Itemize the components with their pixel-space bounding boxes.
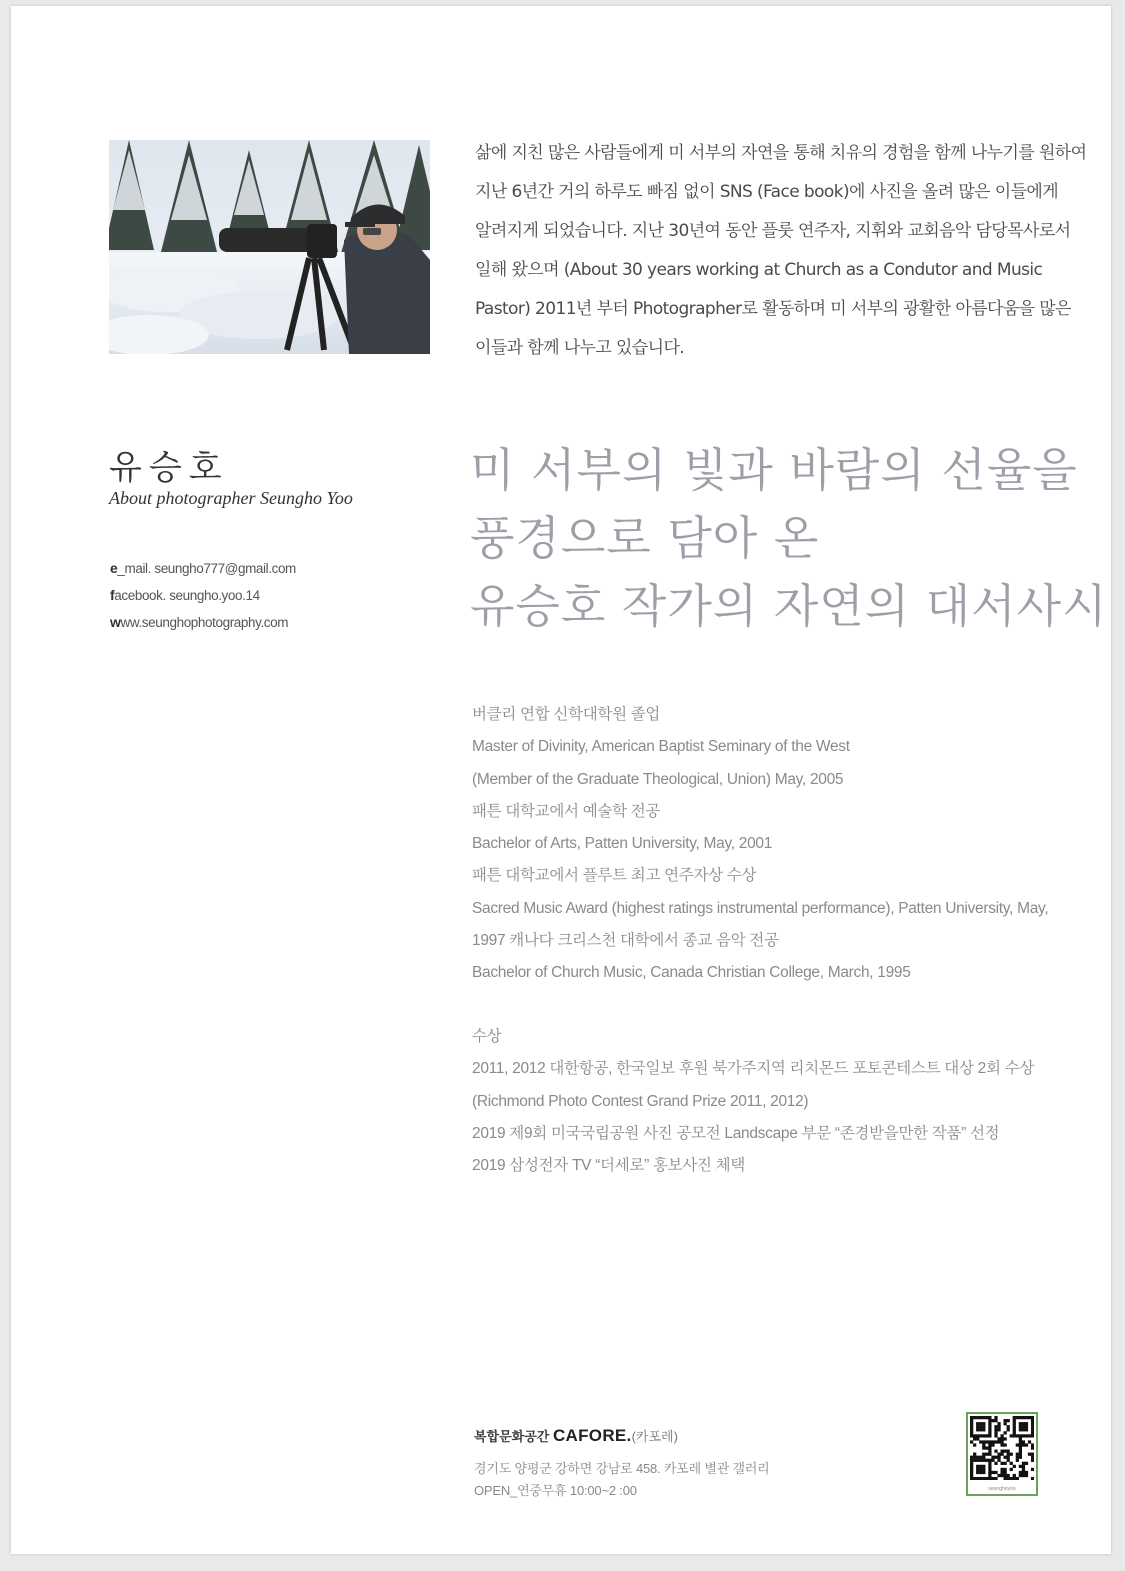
qr-module bbox=[991, 1456, 994, 1459]
qr-module bbox=[994, 1431, 997, 1434]
qr-module bbox=[982, 1440, 985, 1443]
qr-module bbox=[1031, 1446, 1034, 1449]
career-item: Bachelor of Church Music, Canada Christian College, March, 1995 bbox=[472, 964, 911, 982]
career-item: 패튼 대학교에서 예술학 전공 bbox=[472, 802, 661, 820]
qr-module bbox=[1025, 1422, 1028, 1425]
qr-module bbox=[1013, 1428, 1016, 1431]
qr-module bbox=[982, 1443, 985, 1446]
qr-module bbox=[1000, 1440, 1003, 1443]
qr-module bbox=[1013, 1477, 1016, 1480]
qr-module bbox=[1004, 1443, 1007, 1446]
qr-module bbox=[997, 1428, 1000, 1431]
qr-module bbox=[1004, 1422, 1007, 1425]
qr-module bbox=[1013, 1431, 1016, 1434]
awards-title: 수상 bbox=[472, 1028, 502, 1045]
qr-code[interactable] bbox=[966, 1412, 1038, 1496]
qr-module bbox=[988, 1471, 991, 1474]
qr-module bbox=[1025, 1428, 1028, 1431]
qr-module bbox=[973, 1437, 976, 1440]
qr-module bbox=[1022, 1443, 1025, 1446]
qr-module bbox=[988, 1453, 991, 1456]
award-item: (Richmond Photo Contest Grand Prize 2011, 2012) bbox=[472, 1092, 809, 1110]
qr-module bbox=[1028, 1434, 1031, 1437]
qr-caption: seunghoyoo bbox=[988, 1486, 1016, 1492]
qr-module bbox=[1004, 1419, 1007, 1422]
qr-module bbox=[982, 1465, 985, 1468]
photographer-name-english: About photographer Seungho Yoo bbox=[109, 488, 353, 508]
qr-module bbox=[979, 1440, 982, 1443]
qr-module bbox=[1019, 1425, 1022, 1428]
qr-module bbox=[988, 1431, 991, 1434]
career-list bbox=[472, 700, 1072, 991]
qr-module bbox=[970, 1425, 973, 1428]
bio-line: 이들과 함께 나누고 있습니다. bbox=[475, 338, 685, 358]
qr-module bbox=[988, 1459, 991, 1462]
career-item: Master of Divinity, American Baptist Seminary of the West bbox=[472, 738, 850, 756]
qr-module bbox=[1025, 1471, 1028, 1474]
qr-module bbox=[970, 1471, 973, 1474]
qr-module bbox=[994, 1456, 997, 1459]
qr-module bbox=[1016, 1443, 1019, 1446]
qr-module bbox=[1025, 1443, 1028, 1446]
headline-line: 유승호 작가의 자연의 대서사시 bbox=[470, 579, 1108, 633]
qr-module bbox=[1000, 1468, 1003, 1471]
qr-module bbox=[1007, 1425, 1010, 1428]
qr-module bbox=[1000, 1437, 1003, 1440]
qr-module bbox=[1019, 1446, 1022, 1449]
qr-module bbox=[985, 1440, 988, 1443]
qr-module bbox=[985, 1416, 988, 1419]
qr-module bbox=[979, 1456, 982, 1459]
qr-module bbox=[976, 1456, 979, 1459]
qr-module bbox=[997, 1425, 1000, 1428]
qr-module bbox=[1022, 1425, 1025, 1428]
qr-module bbox=[994, 1462, 997, 1465]
qr-module bbox=[994, 1416, 997, 1419]
qr-module bbox=[997, 1422, 1000, 1425]
photographer-photo bbox=[109, 140, 430, 354]
qr-module bbox=[1013, 1465, 1016, 1468]
qr-module bbox=[982, 1425, 985, 1428]
website-text: ww.seunghophotography.com bbox=[120, 615, 289, 630]
qr-module bbox=[991, 1471, 994, 1474]
qr-module bbox=[976, 1477, 979, 1480]
qr-module bbox=[988, 1465, 991, 1468]
qr-module bbox=[991, 1443, 994, 1446]
career-item: Sacred Music Award (highest ratings instrumental performance), Patten University, May, bbox=[472, 899, 1049, 917]
qr-module bbox=[976, 1428, 979, 1431]
qr-module bbox=[1007, 1456, 1010, 1459]
qr-module bbox=[982, 1416, 985, 1419]
qr-module bbox=[1004, 1468, 1007, 1471]
qr-module bbox=[1019, 1434, 1022, 1437]
qr-module bbox=[973, 1434, 976, 1437]
qr-module bbox=[976, 1425, 979, 1428]
qr-module bbox=[988, 1416, 991, 1419]
qr-module bbox=[970, 1462, 973, 1465]
qr-module bbox=[982, 1446, 985, 1449]
qr-module bbox=[985, 1446, 988, 1449]
qr-module bbox=[1031, 1419, 1034, 1422]
qr-module bbox=[1022, 1428, 1025, 1431]
qr-module bbox=[976, 1468, 979, 1471]
qr-module bbox=[988, 1462, 991, 1465]
qr-module bbox=[979, 1468, 982, 1471]
qr-module bbox=[1025, 1425, 1028, 1428]
bio-line: 삶에 지친 많은 사람들에게 미 서부의 자연을 통해 치유의 경험을 함께 나누기를 원하여 bbox=[475, 143, 1087, 163]
qr-module bbox=[1016, 1416, 1019, 1419]
qr-module bbox=[979, 1422, 982, 1425]
qr-module bbox=[970, 1459, 973, 1462]
qr-module bbox=[1022, 1474, 1025, 1477]
qr-module bbox=[1007, 1428, 1010, 1431]
qr-module bbox=[1004, 1462, 1007, 1465]
qr-module bbox=[988, 1434, 991, 1437]
award-item: 2019 삼성전자 TV “더세로” 홍보사진 체택 bbox=[472, 1157, 745, 1175]
qr-module bbox=[1007, 1419, 1010, 1422]
qr-module bbox=[985, 1434, 988, 1437]
qr-module bbox=[970, 1416, 973, 1419]
qr-module bbox=[979, 1416, 982, 1419]
qr-module bbox=[973, 1416, 976, 1419]
award-item: 2011, 2012 대한항공, 한국일보 후원 북가주지역 리치몬드 포토콘테스트 대상 2회 수상 bbox=[472, 1060, 1035, 1078]
qr-module bbox=[985, 1459, 988, 1462]
career-item: (Member of the Graduate Theological, Union) May, 2005 bbox=[472, 770, 844, 788]
qr-module bbox=[973, 1477, 976, 1480]
qr-module bbox=[985, 1453, 988, 1456]
qr-module bbox=[982, 1477, 985, 1480]
qr-module bbox=[1010, 1468, 1013, 1471]
headline-line: 풍경으로 담아 온 bbox=[470, 511, 820, 565]
qr-module bbox=[979, 1434, 982, 1437]
website-contact[interactable] bbox=[110, 611, 296, 638]
qr-module bbox=[1022, 1465, 1025, 1468]
qr-module bbox=[997, 1453, 1000, 1456]
qr-module bbox=[1022, 1462, 1025, 1465]
qr-module bbox=[1031, 1443, 1034, 1446]
qr-module bbox=[991, 1477, 994, 1480]
career-item: Bachelor of Arts, Patten University, May, 2001 bbox=[472, 835, 773, 853]
qr-module bbox=[1007, 1477, 1010, 1480]
qr-module bbox=[976, 1465, 979, 1468]
qr-module bbox=[988, 1477, 991, 1480]
qr-module bbox=[970, 1419, 973, 1422]
career-item: 버클리 연합 신학대학원 졸업 bbox=[472, 706, 661, 723]
qr-module bbox=[1013, 1422, 1016, 1425]
qr-module bbox=[982, 1468, 985, 1471]
qr-module bbox=[982, 1434, 985, 1437]
qr-module bbox=[1016, 1434, 1019, 1437]
qr-module bbox=[976, 1422, 979, 1425]
qr-module bbox=[1025, 1434, 1028, 1437]
qr-module bbox=[1010, 1462, 1013, 1465]
qr-module bbox=[1000, 1443, 1003, 1446]
awards-list bbox=[472, 1022, 1072, 1183]
qr-module bbox=[994, 1471, 997, 1474]
qr-module bbox=[976, 1416, 979, 1419]
qr-module bbox=[1010, 1477, 1013, 1480]
qr-module bbox=[1019, 1471, 1022, 1474]
headline-line: 미 서부의 빛과 바람의 선율을 bbox=[470, 443, 1078, 497]
qr-module bbox=[1022, 1468, 1025, 1471]
qr-module bbox=[991, 1419, 994, 1422]
qr-module bbox=[994, 1440, 997, 1443]
qr-module bbox=[1028, 1453, 1031, 1456]
qr-module bbox=[994, 1477, 997, 1480]
qr-module bbox=[988, 1440, 991, 1443]
qr-module bbox=[997, 1456, 1000, 1459]
qr-module bbox=[1007, 1453, 1010, 1456]
qr-module bbox=[1022, 1440, 1025, 1443]
venue-address: 경기도 양평군 강하면 강남로 458. 카포레 별관 갤러리 bbox=[474, 1461, 770, 1476]
qr-module bbox=[976, 1437, 979, 1440]
qr-module bbox=[988, 1474, 991, 1477]
qr-module bbox=[997, 1474, 1000, 1477]
qr-module bbox=[1019, 1440, 1022, 1443]
facebook-text: acebook. seungho.yoo.14 bbox=[114, 588, 260, 603]
qr-module bbox=[970, 1477, 973, 1480]
qr-module bbox=[1000, 1471, 1003, 1474]
venue-brand-korean: (카포레) bbox=[631, 1429, 678, 1444]
qr-module bbox=[973, 1456, 976, 1459]
photographer-photo-graphic bbox=[109, 140, 430, 354]
photographer-name-korean: 유승호 bbox=[109, 448, 229, 488]
qr-module bbox=[1019, 1437, 1022, 1440]
exhibition-headline bbox=[470, 436, 1108, 640]
email-text: _mail. seungho777@gmail.com bbox=[117, 561, 296, 576]
qr-module bbox=[988, 1450, 991, 1453]
qr-module bbox=[982, 1471, 985, 1474]
qr-module bbox=[970, 1465, 973, 1468]
qr-module bbox=[970, 1428, 973, 1431]
qr-module bbox=[1007, 1459, 1010, 1462]
qr-module bbox=[982, 1459, 985, 1462]
venue-info bbox=[474, 1424, 770, 1502]
qr-module bbox=[976, 1434, 979, 1437]
qr-module bbox=[1019, 1450, 1022, 1453]
facebook-contact[interactable] bbox=[110, 584, 296, 611]
qr-module bbox=[973, 1453, 976, 1456]
qr-module bbox=[1004, 1456, 1007, 1459]
qr-module bbox=[1016, 1477, 1019, 1480]
qr-module bbox=[997, 1459, 1000, 1462]
qr-module bbox=[979, 1471, 982, 1474]
qr-module bbox=[1031, 1425, 1034, 1428]
qr-module bbox=[1000, 1474, 1003, 1477]
qr-module bbox=[1010, 1434, 1013, 1437]
email-contact[interactable] bbox=[110, 557, 296, 584]
qr-module bbox=[979, 1428, 982, 1431]
qr-module bbox=[1031, 1453, 1034, 1456]
qr-module bbox=[1013, 1419, 1016, 1422]
qr-module bbox=[976, 1471, 979, 1474]
qr-module bbox=[970, 1440, 973, 1443]
qr-module bbox=[1000, 1434, 1003, 1437]
qr-module bbox=[1004, 1437, 1007, 1440]
qr-module bbox=[1019, 1456, 1022, 1459]
qr-module bbox=[1007, 1450, 1010, 1453]
qr-module bbox=[979, 1425, 982, 1428]
qr-module bbox=[1016, 1453, 1019, 1456]
career-item: 패튼 대학교에서 플루트 최고 연주자상 수상 bbox=[472, 867, 757, 885]
qr-module bbox=[970, 1431, 973, 1434]
qr-module bbox=[1013, 1425, 1016, 1428]
qr-module bbox=[997, 1437, 1000, 1440]
qr-module bbox=[1004, 1450, 1007, 1453]
qr-module bbox=[970, 1434, 973, 1437]
qr-module bbox=[1004, 1477, 1007, 1480]
qr-module bbox=[1004, 1431, 1007, 1434]
qr-module bbox=[1013, 1416, 1016, 1419]
qr-module bbox=[982, 1453, 985, 1456]
email-initial: e bbox=[110, 560, 118, 576]
bio-line: 지난 6년간 거의 하루도 빠짐 없이 SNS (Face book)에 사진을 올려 많은 이들에게 bbox=[475, 182, 1059, 202]
qr-module bbox=[1028, 1440, 1031, 1443]
qr-module bbox=[976, 1459, 979, 1462]
qr-module bbox=[982, 1456, 985, 1459]
qr-module bbox=[982, 1422, 985, 1425]
brochure-page bbox=[11, 6, 1111, 1554]
qr-module bbox=[1022, 1422, 1025, 1425]
qr-module bbox=[973, 1459, 976, 1462]
qr-module bbox=[988, 1419, 991, 1422]
qr-module bbox=[979, 1477, 982, 1480]
qr-module bbox=[988, 1443, 991, 1446]
bio-line: Pastor) 2011년 부터 Photographer로 활동하며 미 서부의 광활한 아름다움을 많은 bbox=[475, 299, 1071, 319]
qr-module bbox=[1004, 1471, 1007, 1474]
bio-line: 알려지게 되었습니다. 지난 30년여 동안 플룻 연주자, 지휘와 교회음악 담당목사로서 bbox=[475, 221, 1071, 241]
qr-module bbox=[1025, 1474, 1028, 1477]
qr-module bbox=[1004, 1474, 1007, 1477]
qr-module bbox=[973, 1443, 976, 1446]
qr-module bbox=[991, 1459, 994, 1462]
qr-module bbox=[1007, 1474, 1010, 1477]
qr-module bbox=[1019, 1422, 1022, 1425]
qr-module bbox=[970, 1422, 973, 1425]
career-item: 1997 캐나다 크리스천 대학에서 종교 음악 전공 bbox=[472, 932, 779, 950]
bio-line: 일해 왔으며 (About 30 years working at Church as a Condutor and Music bbox=[475, 260, 1043, 280]
facebook-initial: f bbox=[110, 587, 115, 603]
qr-module bbox=[1031, 1428, 1034, 1431]
qr-module bbox=[994, 1434, 997, 1437]
qr-module bbox=[970, 1474, 973, 1477]
qr-module bbox=[970, 1456, 973, 1459]
qr-module bbox=[1016, 1459, 1019, 1462]
qr-module bbox=[1000, 1453, 1003, 1456]
venue-hours: OPEN_연중무휴 10:00~2 :00 bbox=[474, 1483, 637, 1498]
qr-module bbox=[991, 1440, 994, 1443]
qr-module bbox=[979, 1459, 982, 1462]
venue-prefix: 복합문화공간 bbox=[474, 1429, 553, 1444]
qr-module bbox=[1019, 1474, 1022, 1477]
qr-module bbox=[1031, 1456, 1034, 1459]
qr-module bbox=[982, 1428, 985, 1431]
qr-module bbox=[1031, 1477, 1034, 1480]
qr-module bbox=[988, 1468, 991, 1471]
qr-module bbox=[1019, 1428, 1022, 1431]
qr-module bbox=[1028, 1416, 1031, 1419]
qr-module bbox=[1013, 1434, 1016, 1437]
qr-module bbox=[1019, 1465, 1022, 1468]
qr-module bbox=[988, 1425, 991, 1428]
qr-code-graphic bbox=[970, 1416, 1034, 1480]
website-initial: w bbox=[110, 614, 121, 630]
qr-module bbox=[994, 1419, 997, 1422]
qr-module bbox=[988, 1428, 991, 1431]
qr-module bbox=[1022, 1434, 1025, 1437]
qr-module bbox=[1000, 1450, 1003, 1453]
qr-module bbox=[1025, 1416, 1028, 1419]
qr-module bbox=[1031, 1431, 1034, 1434]
qr-module bbox=[994, 1425, 997, 1428]
qr-module bbox=[1019, 1453, 1022, 1456]
qr-module bbox=[1016, 1456, 1019, 1459]
qr-module bbox=[1031, 1434, 1034, 1437]
qr-module bbox=[1022, 1471, 1025, 1474]
qr-module bbox=[1025, 1462, 1028, 1465]
venue-name bbox=[474, 1424, 770, 1450]
qr-module bbox=[994, 1450, 997, 1453]
qr-module bbox=[1013, 1474, 1016, 1477]
qr-module bbox=[1031, 1468, 1034, 1471]
qr-module bbox=[997, 1440, 1000, 1443]
qr-module bbox=[1022, 1416, 1025, 1419]
award-item: 2019 제9회 미국국립공원 사진 공모전 Landscape 부문 “존경받을만한 작품” 선정 bbox=[472, 1124, 1000, 1142]
qr-module bbox=[970, 1468, 973, 1471]
venue-brand: CAFORE. bbox=[552, 1426, 632, 1445]
qr-module bbox=[1000, 1462, 1003, 1465]
qr-module bbox=[1031, 1422, 1034, 1425]
contact-list bbox=[110, 557, 296, 638]
bio-paragraph bbox=[475, 134, 1087, 368]
qr-module bbox=[1019, 1416, 1022, 1419]
qr-module bbox=[1031, 1459, 1034, 1462]
qr-module bbox=[1031, 1416, 1034, 1419]
qr-module bbox=[988, 1422, 991, 1425]
qr-module bbox=[1019, 1443, 1022, 1446]
qr-module bbox=[988, 1446, 991, 1449]
qr-module bbox=[994, 1428, 997, 1431]
qr-module bbox=[979, 1465, 982, 1468]
qr-module bbox=[1010, 1453, 1013, 1456]
qr-module bbox=[985, 1477, 988, 1480]
